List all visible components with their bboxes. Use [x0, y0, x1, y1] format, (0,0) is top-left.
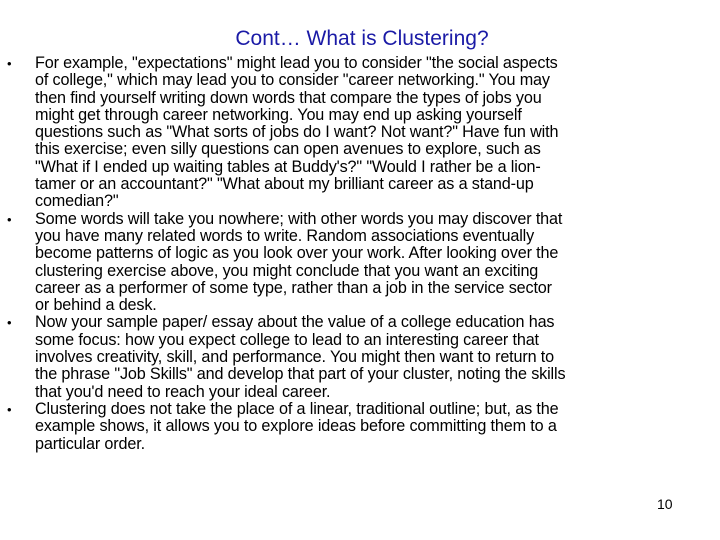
- bullet-item: [0, 55, 570, 211]
- bullet-item: [0, 211, 570, 315]
- bullet-dot-icon: •: [7, 401, 12, 417]
- bullet-item: [0, 401, 570, 453]
- page-number: 10: [657, 496, 673, 512]
- bullet-dot-icon: •: [7, 211, 12, 227]
- bullet-text: Some words will take you nowhere; with other words you may discover that you have many related words to write. Random associations eventually become patterns of logic as you look over your work. After looking over the clustering exercise above, you might conclude that you want an exciting career as a performer of some type, rather than a job in the service sector or behind a desk.: [35, 209, 563, 315]
- bullet-list: [0, 55, 570, 453]
- bullet-text: For example, "expectations" might lead you to consider "the social aspects of college," which may lead you to consider "career networking." You may then find yourself writing down words that compare the types of jobs you might get through career networking. You may end up asking yourself questions such as "What sorts of jobs do I want? Not want?" Have fun with this exercise; even silly questions can open avenues to explore, such as "What if I ended up waiting tables at Buddy's?" "Would I rather be a lion-tamer or an accountant?" "What about my brilliant career as a stand-up comedian?": [35, 54, 559, 211]
- bullet-dot-icon: •: [7, 56, 12, 71]
- slide-title: Cont… What is Clustering?: [235, 27, 489, 50]
- bullet-text: Clustering does not take the place of a linear, traditional outline; but, as the example shows, it allows you to explore ideas before committing them to a particular order.: [35, 399, 559, 453]
- bullet-item: [0, 314, 570, 400]
- bullet-text: Now your sample paper/ essay about the value of a college education has some focus: how you expect college to lead to an interesting career that involves creativity, skill, and performance. You might then want to return to the phrase "Job Skills" and develop that part of your cluster, noting the skills that you'd need to reach your ideal career.: [35, 313, 566, 401]
- bullet-dot-icon: •: [7, 315, 12, 331]
